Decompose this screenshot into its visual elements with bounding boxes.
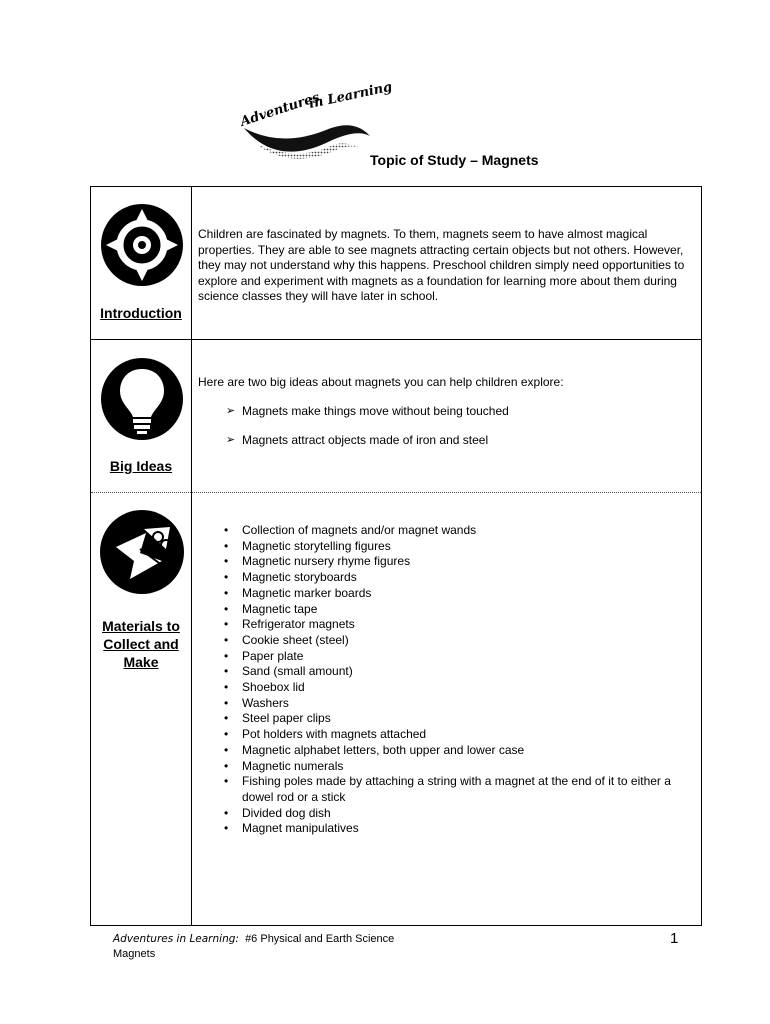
content-table [90,186,702,926]
big-ideas-label: Big Ideas [109,458,173,474]
list-item: • Cookie sheet (steel) [198,633,698,649]
page-title: Topic of Study – Magnets [370,152,539,168]
list-item: ➢ Magnets make things move without being touched [226,404,509,418]
big-ideas-content [198,375,696,448]
paper-scissors-icon [100,509,184,595]
list-item: • Refrigerator magnets [198,617,698,633]
materials-label: Materials to Collect and Make [102,618,180,670]
row-divider [91,339,701,340]
list-item: • Divided dog dish [198,806,698,822]
list-item: • Magnetic numerals [198,759,698,775]
page-footer [113,932,394,962]
list-item: • Magnet manipulatives [198,821,698,837]
list-item: • Magnetic alphabet letters, both upper and lower case [198,743,698,759]
footer-subtitle: Magnets [113,948,156,960]
adventures-in-learning-logo [236,79,394,168]
arrow-bullet-icon: ➢ [226,434,236,446]
list-item: • Magnetic storytelling figures [198,539,698,555]
list-item: • Magnetic tape [198,602,698,618]
lightbulb-icon [100,357,184,441]
footer-unit: #6 Physical and Earth Science [245,933,395,945]
big-ideas-intro: Here are two big ideas about magnets you can help children explore: [198,375,564,389]
list-item: • Pot holders with magnets attached [198,727,698,743]
arrow-bullet-icon: ➢ [226,405,236,417]
materials-list [198,523,698,837]
list-item: • Sand (small amount) [198,664,698,680]
list-item: • Shoebox lid [198,680,698,696]
list-item: • Fishing poles made by attaching a string with a magnet at the end of it to either a dowel rod or a stick [198,774,698,805]
list-item: • Washers [198,696,698,712]
footer-series: Adventures in Learning: [113,933,239,945]
compass-target-icon [100,203,184,287]
introduction-text: Children are fascinated by magnets. To them, magnets seem to have almost magical properties. They are able to see magnets attracting certain objects but not others. However, they may not understand why this happens. Preschool children simply need opportunities to explore and experiment with magnets as a foundation for learning more about them during science classes they will have later in school. [198,227,685,303]
column-divider [191,187,192,925]
row-divider [91,492,701,493]
introduction-label: Introduction [100,305,182,321]
list-item: • Collection of magnets and/or magnet wands [198,523,698,539]
svg-text:Adventures: Adventures [238,90,322,130]
page-number: 1 [670,930,679,947]
list-item: • Magnetic marker boards [198,586,698,602]
list-item: • Steel paper clips [198,711,698,727]
list-item: ➢ Magnets attract objects made of iron and steel [226,433,489,447]
list-item: • Magnetic storyboards [198,570,698,586]
list-item: • Magnetic nursery rhyme figures [198,554,698,570]
svg-text:in Learning: in Learning [307,79,394,112]
list-item: • Paper plate [198,649,698,665]
